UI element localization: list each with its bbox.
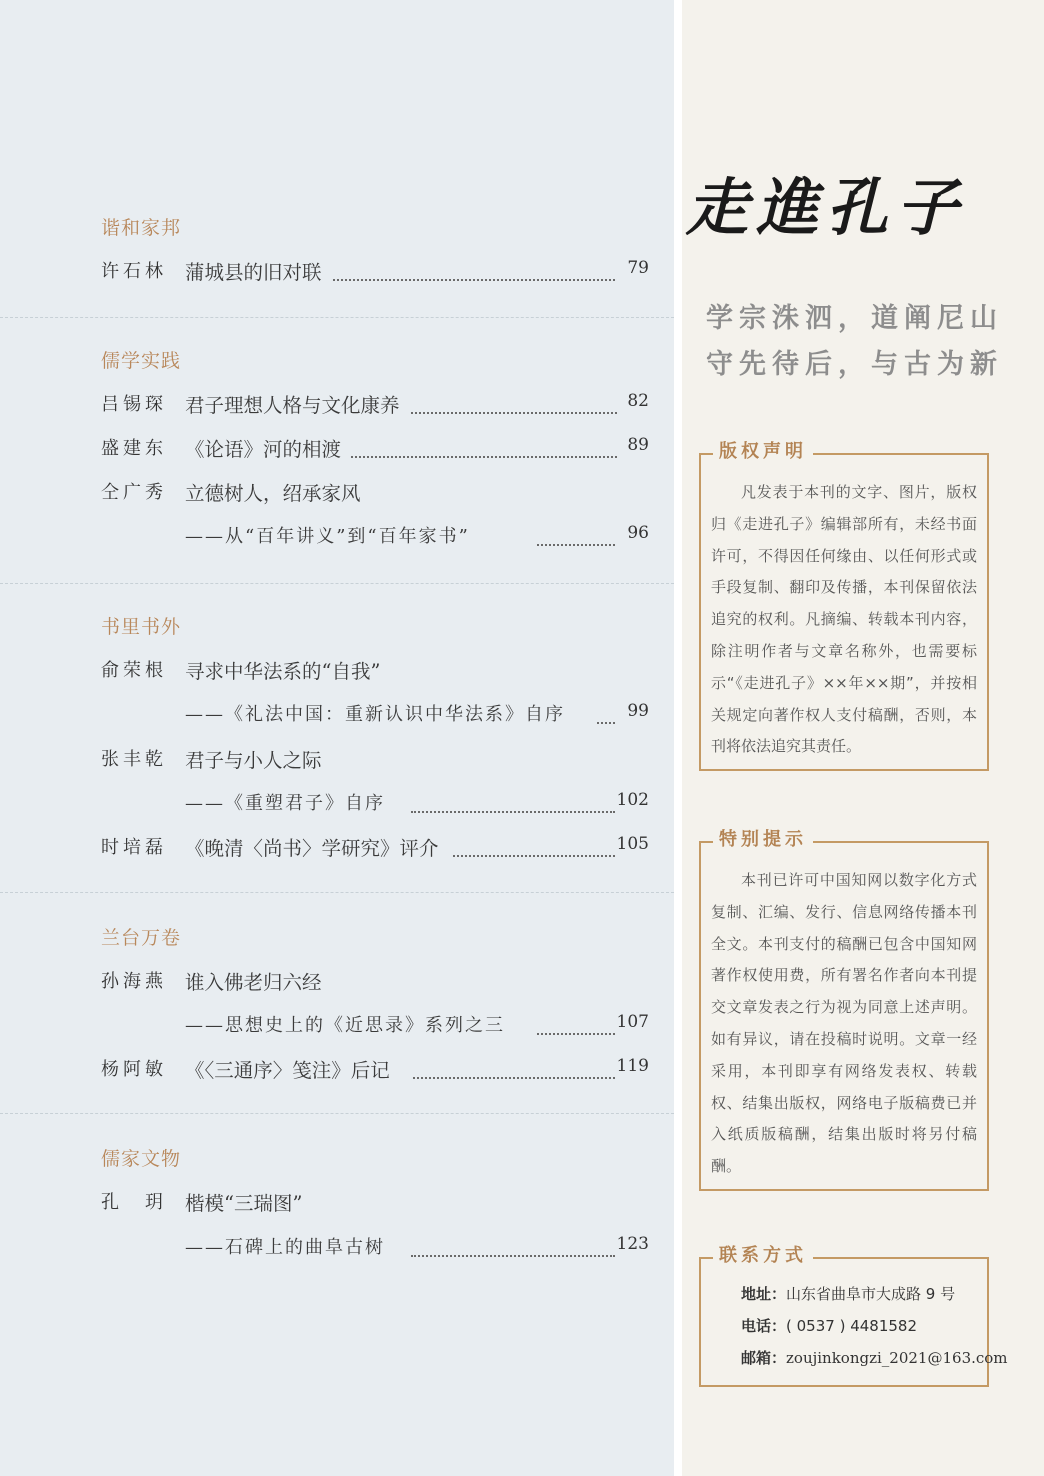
gutter	[674, 0, 682, 1476]
entry-author: 杨阿敏	[101, 1059, 167, 1080]
entry-page: 82	[627, 391, 649, 411]
leader-dots	[537, 530, 615, 546]
leader-dots	[411, 398, 617, 414]
entry-author: 许石林	[101, 261, 167, 282]
leader-dots	[411, 1241, 615, 1257]
entry-subtitle: ——《重塑君子》自序	[185, 793, 385, 814]
section-divider	[0, 892, 674, 893]
toc-entry[interactable]	[101, 257, 649, 287]
toc-entry[interactable]	[101, 390, 649, 420]
entry-title: 《〈三通序〉笺注》后记	[185, 1059, 390, 1082]
entry-author: 吕锡琛	[101, 394, 167, 415]
entry-title: 君子与小人之际	[185, 749, 322, 772]
motto-line: 学宗洙泗，道阐尼山	[706, 303, 1003, 334]
address-key: 地址：	[741, 1285, 787, 1303]
phone-key: 电话：	[741, 1317, 787, 1335]
entry-subtitle: ——石碑上的曲阜古树	[185, 1237, 385, 1258]
entry-title: 君子理想人格与文化康养	[185, 394, 400, 417]
contact-label: 联系方式	[713, 1241, 813, 1267]
section-title: 谐和家邦	[101, 217, 182, 239]
toc-entry-subtitle[interactable]	[101, 1011, 649, 1041]
contact-email[interactable]	[741, 1347, 1008, 1368]
entry-subtitle: ——《礼法中国：重新认识中华法系》自序	[185, 704, 565, 725]
toc-entry[interactable]	[101, 478, 649, 508]
contact-address	[741, 1283, 955, 1304]
entry-page: 79	[627, 258, 649, 278]
toc-entry-subtitle[interactable]	[101, 1233, 649, 1263]
entry-title: 蒲城县的旧对联	[185, 261, 322, 284]
section-title: 儒学实践	[101, 350, 182, 372]
contact-phone	[741, 1315, 917, 1336]
section-divider	[0, 583, 674, 584]
toc-entry[interactable]	[101, 833, 649, 863]
entry-subtitle: ——从“百年讲义”到“百年家书”	[185, 526, 470, 547]
notice-text: 本刊已许可中国知网以数字化方式复制、汇编、发行、信息网络传播本刊全文。本刊支付的稿酬已包含中国知网著作权使用费，所有署名作者向本刊提交文章发表之行为视为同意上述声明。如有异议，请在投稿时说明。文章一经采用，本刊即享有网络发表权、转载权、结集出版权，网络电子版稿费已并入纸质版稿酬，结集出版时将另付稿酬。	[711, 871, 977, 1176]
phone-value: ( 0537 ) 4481582	[786, 1317, 918, 1335]
leader-dots	[411, 797, 615, 813]
toc-entry[interactable]	[101, 745, 649, 775]
entry-title: 立德树人，绍承家风	[185, 482, 361, 505]
leader-dots	[597, 708, 615, 724]
toc-entry[interactable]	[101, 656, 649, 686]
entry-author: 盛建东	[101, 438, 167, 459]
toc-entry-subtitle[interactable]	[101, 522, 649, 552]
entry-page: 119	[616, 1056, 649, 1076]
toc-entry[interactable]	[101, 967, 649, 997]
notice-label: 特别提示	[713, 825, 813, 851]
entry-page: 102	[616, 790, 649, 810]
entry-author: 孔 玥	[101, 1192, 167, 1213]
section-title: 兰台万卷	[101, 927, 182, 949]
contact-box	[699, 1245, 1008, 1387]
section-title: 书里书外	[101, 616, 182, 638]
section-divider	[0, 1113, 674, 1114]
toc-entry[interactable]	[101, 434, 649, 464]
motto-line: 守先待后，与古为新	[706, 349, 1003, 380]
leader-dots	[351, 442, 617, 458]
entry-author: 俞荣根	[101, 660, 167, 681]
entry-page: 96	[627, 523, 649, 543]
copyright-label: 版权声明	[713, 437, 813, 463]
entry-page: 123	[616, 1234, 649, 1254]
email-value[interactable]: zoujinkongzi_2021@163.com	[786, 1349, 1008, 1367]
entry-title: 寻求中华法系的“自我”	[185, 660, 381, 683]
entry-subtitle: ——思想史上的《近思录》系列之三	[185, 1015, 505, 1036]
leader-dots	[333, 265, 615, 281]
toc-entry[interactable]	[101, 1188, 649, 1218]
toc-entry[interactable]	[101, 1055, 649, 1085]
entry-author: 仝广秀	[101, 482, 167, 503]
section-title: 儒家文物	[101, 1148, 182, 1170]
entry-author: 孙海燕	[101, 971, 167, 992]
leader-dots	[413, 1063, 615, 1079]
toc-entry-subtitle[interactable]	[101, 700, 649, 730]
entry-title: 《晚清〈尚书〉学研究》评介	[185, 837, 439, 860]
copyright-text: 凡发表于本刊的文字、图片，版权归《走进孔子》编辑部所有，未经书面许可，不得因任何缘由、以任何形式或手段复制、翻印及传播，本刊保留依法追究的权利。凡摘编、转载本刊内容，除注明作者与文章名称外，也需要标示“《走进孔子》××年××期”，并按相关规定向著作权人支付稿酬，否则，本刊将依法追究其责任。	[711, 483, 977, 756]
entry-title: 谁入佛老归六经	[185, 971, 322, 994]
leader-dots	[537, 1019, 615, 1035]
email-key: 邮箱：	[741, 1349, 787, 1367]
toc-entry-subtitle[interactable]	[101, 789, 649, 819]
entry-author: 时培磊	[101, 837, 167, 858]
entry-author: 张丰乾	[101, 749, 167, 770]
entry-title: 《论语》河的相渡	[185, 438, 342, 461]
copyright-box	[699, 441, 989, 771]
leader-dots	[453, 841, 615, 857]
section-divider	[0, 317, 674, 318]
notice-box	[699, 829, 989, 1191]
entry-page: 89	[627, 435, 649, 455]
entry-page: 107	[616, 1012, 649, 1032]
entry-page: 99	[627, 701, 649, 721]
entry-title: 楷模“三瑞图”	[185, 1192, 303, 1215]
magazine-title: 走進孔子	[686, 171, 967, 244]
address-value: 山东省曲阜市大成路 9 号	[786, 1285, 956, 1303]
entry-page: 105	[616, 834, 649, 854]
